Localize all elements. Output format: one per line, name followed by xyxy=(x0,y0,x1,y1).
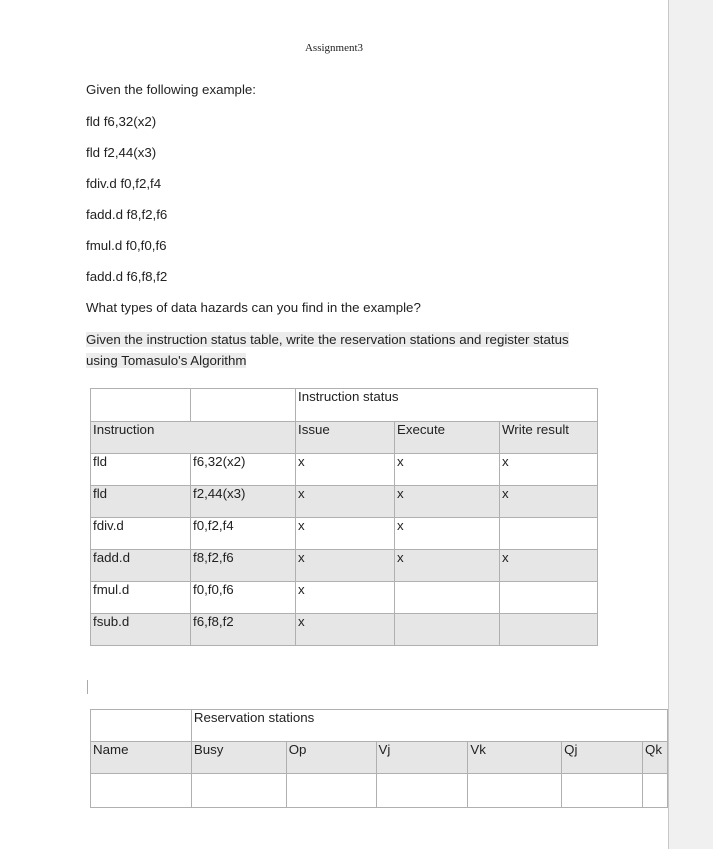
table-row: fadd.d f8,f2,f6 x x x xyxy=(91,550,598,582)
col-header-op: Op xyxy=(286,742,376,774)
table-row xyxy=(91,774,668,808)
code-line: fadd.d f8,f2,f6 xyxy=(86,207,168,222)
col-header-write-result: Write result xyxy=(500,422,598,454)
table-row: fld f2,44(x3) x x x xyxy=(91,486,598,518)
col-header-execute: Execute xyxy=(395,422,500,454)
code-line: fadd.d f6,f8,f2 xyxy=(86,269,168,284)
code-line: fld f6,32(x2) xyxy=(86,114,157,129)
col-header-busy: Busy xyxy=(191,742,286,774)
table-row: fdiv.d f0,f2,f4 x x xyxy=(91,518,598,550)
col-header-qk: Qk xyxy=(642,742,667,774)
instruction-status-title: Instruction status xyxy=(296,389,598,422)
reservation-stations-title: Reservation stations xyxy=(191,710,667,742)
col-header-qj: Qj xyxy=(562,742,643,774)
col-header-issue: Issue xyxy=(296,422,395,454)
col-header-instruction: Instruction xyxy=(91,422,296,454)
page-header: Assignment3 xyxy=(304,42,364,54)
question-tomasulo-text: Given the instruction status table, write the reservation stations and register status using Tomasulo's Algorithm xyxy=(86,332,569,368)
text-cursor xyxy=(87,680,89,694)
table-row: fld f6,32(x2) x x x xyxy=(91,454,598,486)
instruction-status-table xyxy=(90,388,598,646)
question-tomasulo xyxy=(86,329,586,371)
table-row: fsub.d f6,f8,f2 x xyxy=(91,614,598,646)
code-line: fdiv.d f0,f2,f4 xyxy=(86,176,162,191)
col-header-vk: Vk xyxy=(468,742,562,774)
code-line: fld f2,44(x3) xyxy=(86,145,157,160)
code-line: fmul.d f0,f0,f6 xyxy=(86,238,167,253)
col-header-name: Name xyxy=(91,742,192,774)
table-row: fmul.d f0,f0,f6 x xyxy=(91,582,598,614)
question-hazards: What types of data hazards can you find in the example? xyxy=(86,300,421,315)
intro-text: Given the following example: xyxy=(86,82,256,97)
reservation-stations-table xyxy=(90,709,668,808)
col-header-vj: Vj xyxy=(376,742,468,774)
